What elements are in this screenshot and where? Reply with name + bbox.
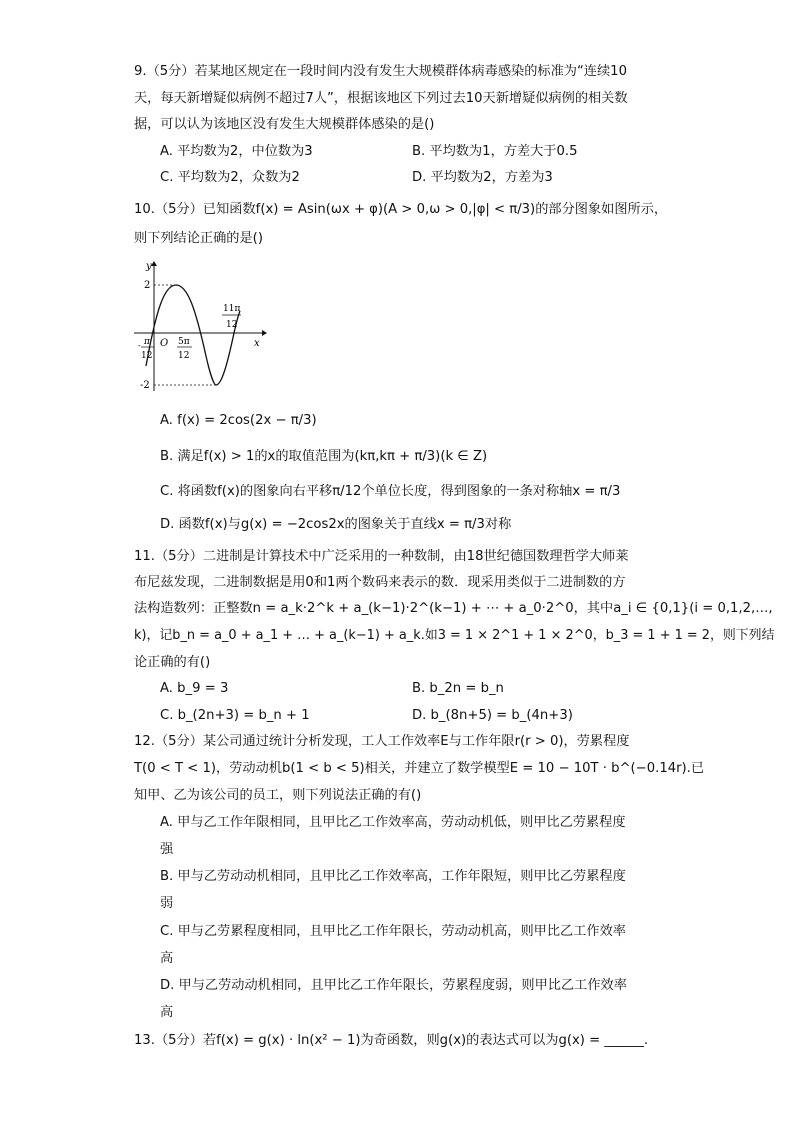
- q11-line5: 论正确的有(): [134, 655, 211, 670]
- y-label: y: [146, 261, 152, 272]
- q10-sine-graph: [130, 256, 270, 396]
- q10-option-c: C. 将函数f(x)的图象向右平移π/12个单位长度，得到图象的一条对称轴x = π/3: [160, 484, 621, 499]
- x-label: x: [254, 338, 260, 349]
- svg-text:π: π: [144, 337, 150, 347]
- q9-option-d: D. 平均数为2，方差为3: [412, 170, 553, 185]
- q9-option-b: B. 平均数为1，方差大于0.5: [412, 144, 578, 159]
- q11-line3: 法构造数列：正整数n = a_k·2^k + a_(k−1)·2^(k−1) + ⋯ + a_0·2^0，其中a_i ∈ {0,1}(i = 0,1,2,…,: [134, 601, 773, 616]
- svg-text:12: 12: [226, 320, 238, 330]
- svg-text:12: 12: [178, 351, 190, 361]
- q12-option-c-line1: C. 甲与乙劳累程度相同，且甲比乙工作年限长，劳动动机高，则甲比乙工作效率: [160, 924, 626, 939]
- y-axis-arrow: [151, 261, 157, 266]
- q12-option-c-line2: 高: [160, 951, 174, 966]
- q12-line3: 知甲、乙为该公司的员工，则下列说法正确的有(): [134, 788, 422, 803]
- q10-line1: 10.（5分）已知函数f(x) = Asin(ωx + φ)(A > 0,ω > 0,|φ| < π/3)的部分图象如图所示，: [134, 202, 668, 217]
- y-tick-neg2: -2: [140, 380, 150, 391]
- q11-line2: 布尼兹发现，二进制数据是用0和1两个数码来表示的数．现采用类似于二进制数的方: [134, 575, 626, 590]
- q9-line3: 据，可以认为该地区没有发生大规模群体感染的是(): [134, 117, 435, 132]
- q12-line2: T(0 < T < 1)，劳动动机b(1 < b < 5)相关，并建立了数学模型E = 10 − 10T · b^(−0.14r).已: [134, 761, 705, 776]
- q10-option-a: A. f(x) = 2cos(2x − π/3): [160, 413, 317, 428]
- q13-line1: 13.（5分）若f(x) = g(x) · ln(x² − 1)为奇函数，则g(x)的表达式可以为g(x) = ______.: [134, 1033, 649, 1048]
- q12-option-d-line2: 高: [160, 1005, 174, 1020]
- svg-text:11π: 11π: [223, 304, 241, 314]
- svg-text:-: -: [138, 341, 141, 350]
- q12-option-d-line1: D. 甲与乙劳动动机相同，且甲比乙工作年限长，劳累程度弱，则甲比乙工作效率: [160, 978, 627, 993]
- q9-option-a: A. 平均数为2，中位数为3: [160, 144, 313, 159]
- q11-option-d: D. b_(8n+5) = b_(4n+3): [412, 708, 573, 723]
- origin-label: O: [160, 338, 169, 349]
- q12-option-b-line2: 弱: [160, 896, 174, 911]
- q9-option-c: C. 平均数为2，众数为2: [160, 170, 300, 185]
- x-tick-5pi-12: [177, 337, 192, 361]
- q10-option-b: B. 满足f(x) > 1的x的取值范围为(kπ,kπ + π/3)(k ∈ Z): [160, 449, 488, 464]
- q10-line2: 则下列结论正确的是(): [134, 231, 263, 246]
- svg-text:12: 12: [141, 351, 153, 361]
- q11-option-a: A. b_9 = 3: [160, 681, 229, 696]
- svg-text:5π: 5π: [178, 337, 190, 347]
- q10-option-d: D. 函数f(x)与g(x) = −2cos2x的图象关于直线x = π/3对称: [160, 517, 512, 532]
- y-tick-2: 2: [144, 280, 151, 291]
- q11-option-c: C. b_(2n+3) = b_n + 1: [160, 708, 310, 723]
- x-axis-arrow: [262, 330, 267, 336]
- q12-line1: 12.（5分）某公司通过统计分析发现，工人工作效率E与工作年限r(r > 0)，劳累程度: [134, 734, 630, 749]
- q12-option-a-line2: 强: [160, 842, 174, 857]
- q12-option-a-line1: A. 甲与乙工作年限相同，且甲比乙工作效率高，劳动动机低，则甲比乙劳累程度: [160, 815, 626, 830]
- q11-line4: k)，记b_n = a_0 + a_1 + … + a_(k−1) + a_k.如3 = 1 × 2^1 + 1 × 2^0，b_3 = 1 + 1 = 2，则下列结: [134, 628, 775, 643]
- q9-line2: 天，每天新增疑似病例不超过7人”，根据该地区下列过去10天新增疑似病例的相关数: [134, 91, 628, 106]
- q11-option-b: B. b_2n = b_n: [412, 681, 504, 696]
- q9-line1: 9.（5分）若某地区规定在一段时间内没有发生大规模群体病毒感染的标准为“连续10: [134, 64, 627, 79]
- q11-line1: 11.（5分）二进制是计算技术中广泛采用的一种数制，由18世纪德国数理哲学大师莱: [134, 549, 629, 564]
- sine-curve: [146, 285, 240, 385]
- q12-option-b-line1: B. 甲与乙劳动动机相同，且甲比乙工作效率高，工作年限短，则甲比乙劳累程度: [160, 869, 626, 884]
